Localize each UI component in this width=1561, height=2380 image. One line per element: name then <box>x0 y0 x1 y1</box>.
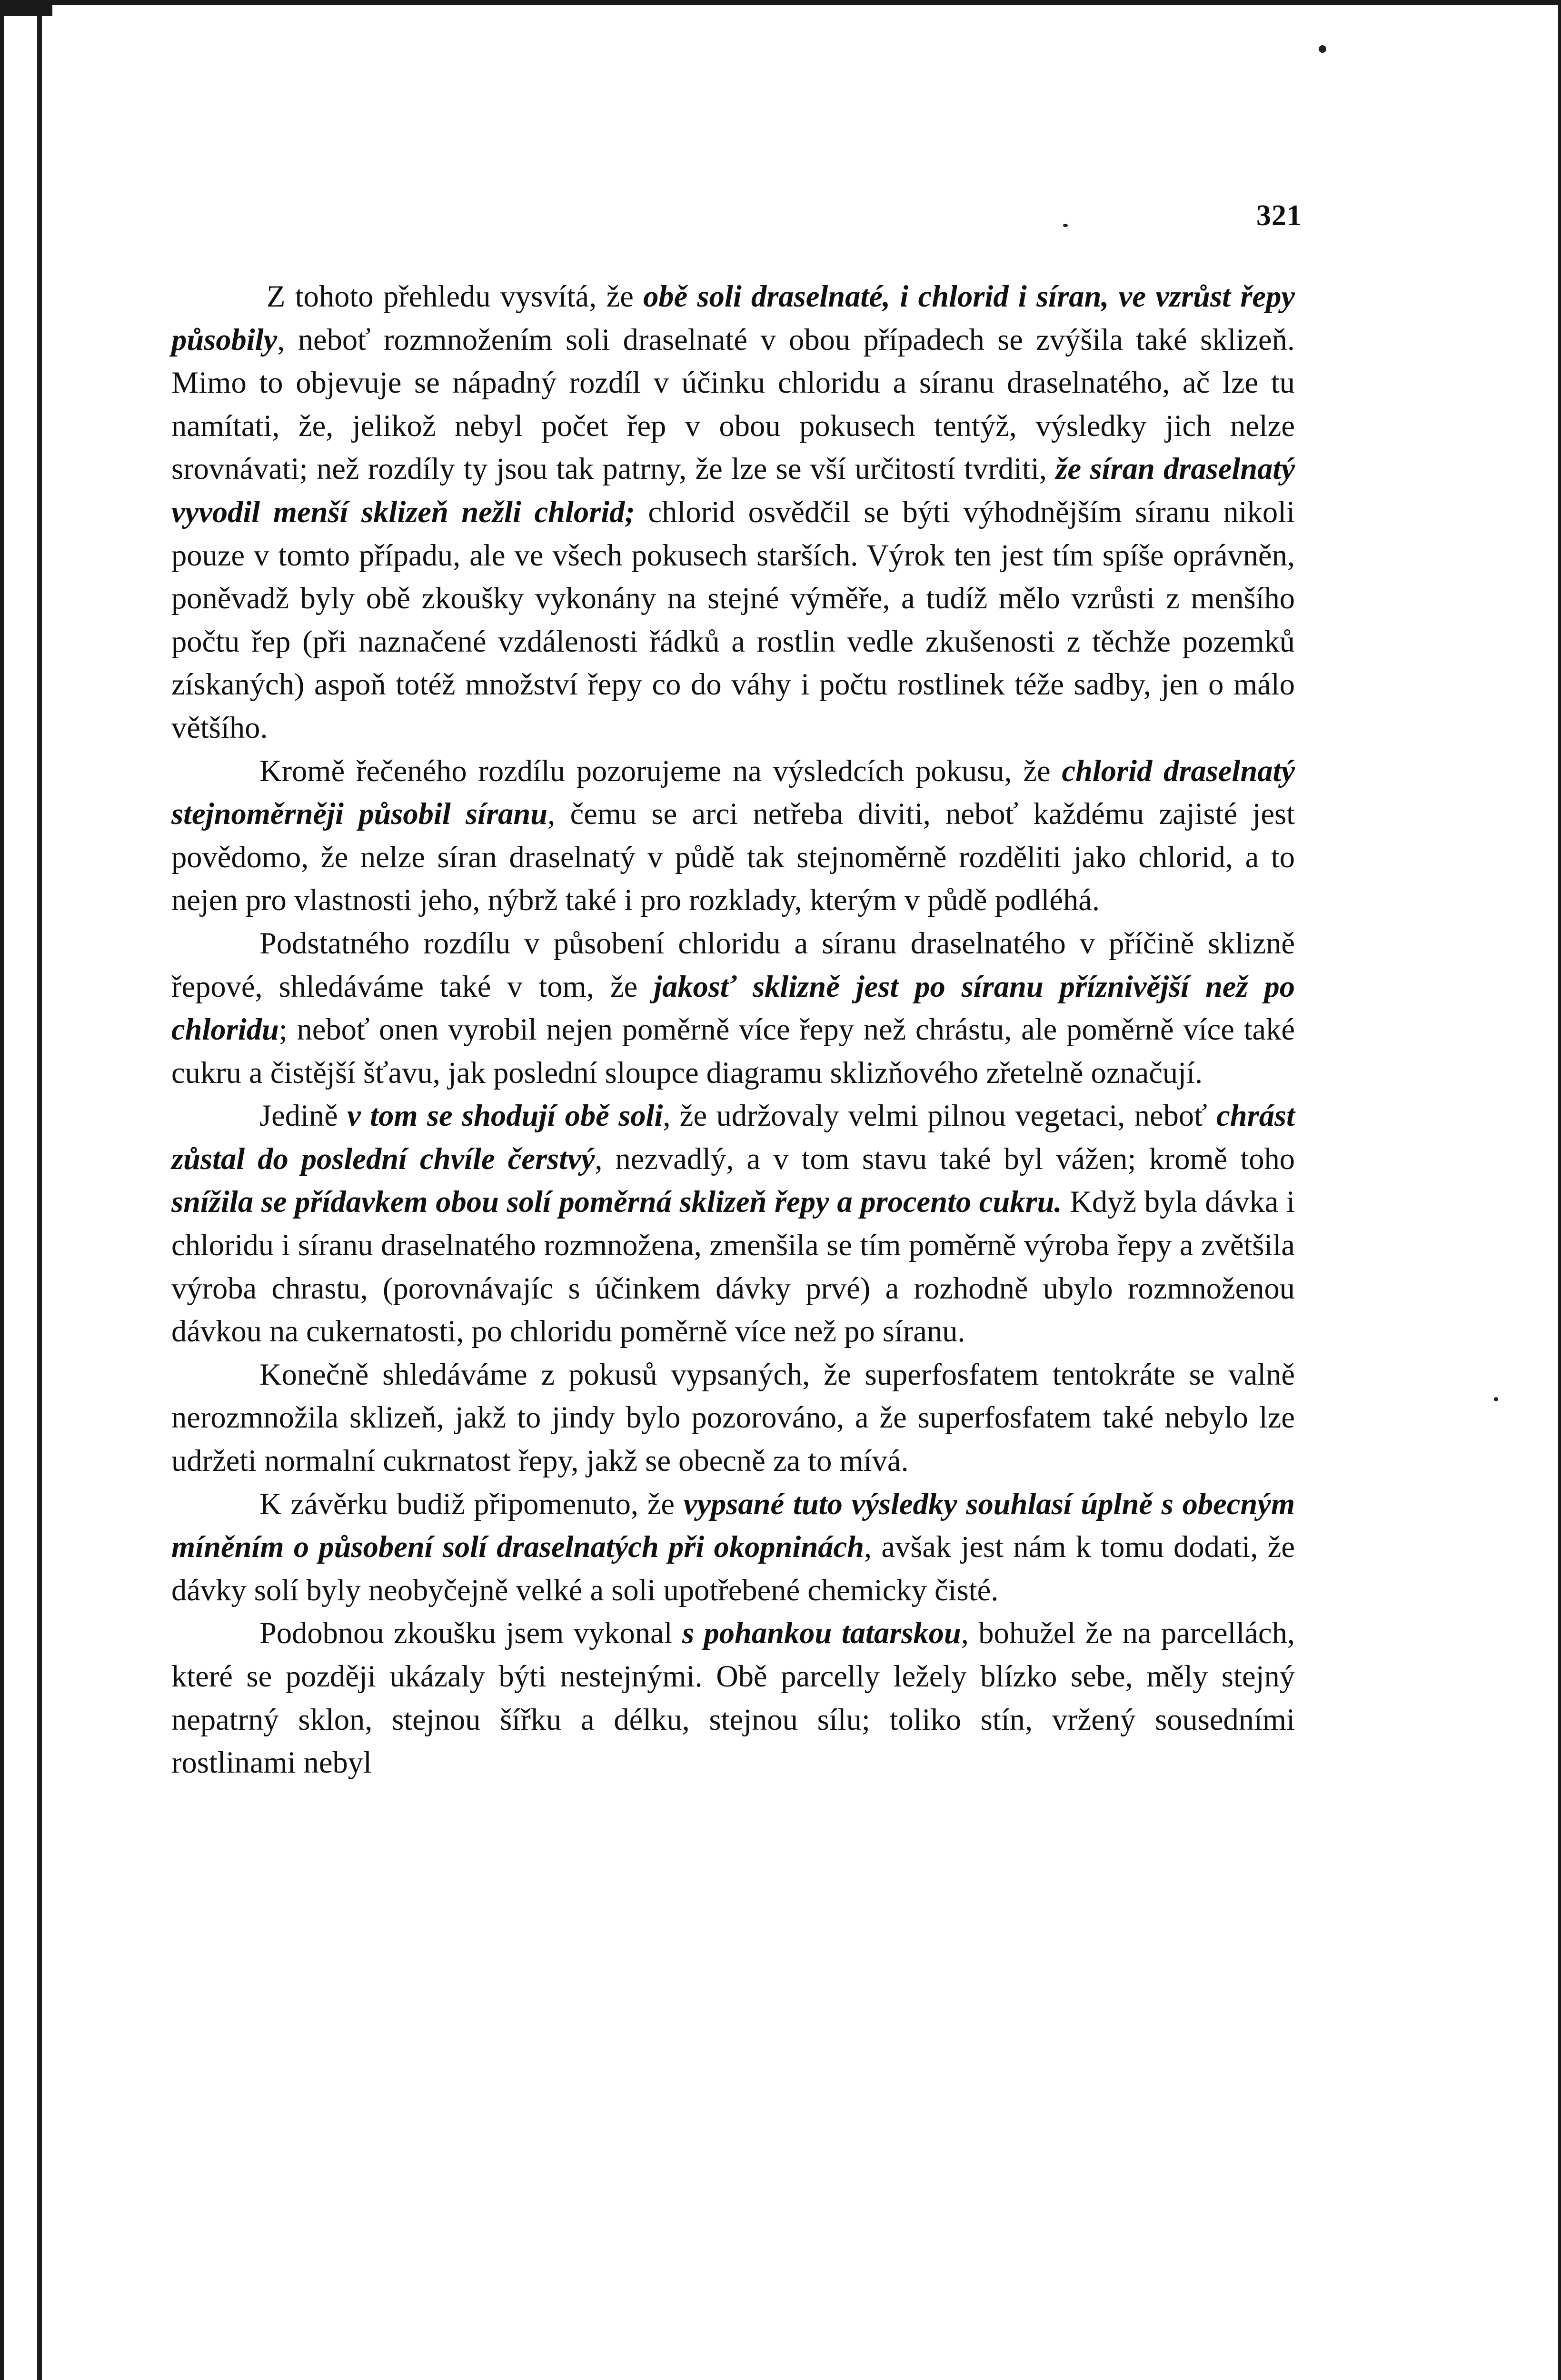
text-run: , neboť rozmnožením soli draselnaté v obou případech se zvýšila také sklizeň. Mimo to objevuje se nápadný rozdíl v účinku chloridu a síranu draselnatého, ač lze tu namítati, že, jelikož nebyl počet řep v obou pokusech tentýž, výsledky jich nelze srovnávati; než rozdíly ty jsou tak patrny, že lze se vší určitostí tvrditi, <box>171 322 1295 486</box>
scan-border-top <box>0 0 1561 5</box>
emphasized-text: jakosť sklizně jest po síranu příznivější než po chloridu <box>171 969 1295 1047</box>
text-run: Kromě řečeného rozdílu pozorujeme na výsledcích pokusu, že <box>259 754 1062 788</box>
scan-border-right <box>1558 0 1561 2380</box>
paragraph <box>171 1612 1295 1784</box>
scan-border-left-inner <box>37 14 42 2380</box>
text-run: , nezvadlý, a v tom stavu také byl vážen; kromě toho <box>595 1141 1295 1176</box>
emphasized-text: chrást zůstal do poslední chvíle čerstvý <box>171 1099 1295 1176</box>
paragraph <box>171 922 1295 1094</box>
text-run: , že udržovaly velmi pilnou vegetaci, neboť <box>663 1099 1217 1133</box>
emphasized-text: chlorid draselnatý stejnoměrněji působil síranu <box>171 754 1295 831</box>
paragraph <box>171 750 1295 922</box>
scan-speck <box>1319 45 1326 53</box>
paragraph <box>171 1353 1295 1483</box>
text-run: K závěrku budiž připomenuto, že <box>259 1487 684 1521</box>
text-run: , avšak jest nám k tomu dodati, že dávky solí byly neobyčejně velké a soli upotřebené chemicky čisté. <box>171 1530 1295 1607</box>
paragraph <box>171 1483 1295 1612</box>
paragraph <box>171 275 1295 750</box>
emphasized-text: vypsané tuto výsledky souhlasí úplně s obecným míněním o působení solí draselnatých při okopninách <box>171 1487 1295 1564</box>
text-run: chlorid osvědčil se býti výhodnějším síranu nikoli pouze v tomto případu, ale ve všech pokusech starších. Výrok ten jest tím spíše oprávněn, poněvadž byly obě zkoušky vykonány na stejné výměře, a tudíž mělo vzrůsti z menšího počtu řep (při naznačené vzdálenosti řádků a rostlin vedle zkušenosti z těchže pozemků získaných) aspoň totéž množství řepy co do váhy i počtu rostlinek téže sadby, jen o málo většího. <box>171 495 1295 744</box>
emphasized-text: s pohankou tatarskou <box>682 1616 961 1650</box>
text-run: Podstatného rozdílu v působení chloridu a síranu draselnatého v příčině sklizně řepové, shledáváme také v tom, že <box>171 926 1295 1003</box>
text-run: , bohužel že na parcellách, které se později ukázaly býti nestejnými. Obě parcelly ležely blízko sebe, měly stejný nepatrný sklon, stejnou šířku a délku, stejnou sílu; toliko stín, vržený sousedními rostlinami nebyl <box>171 1616 1295 1780</box>
scan-corner <box>0 0 52 16</box>
scan-speck <box>1494 1397 1498 1401</box>
text-run: Z tohoto přehledu vysvítá, že <box>267 279 644 313</box>
emphasized-text: v tom se shodují obě soli <box>347 1099 663 1133</box>
paragraph <box>171 1094 1295 1353</box>
scan-speck <box>1063 224 1068 227</box>
page-number: 321 <box>1256 199 1302 232</box>
emphasized-text: obě soli draselnaté, i chlorid i síran, ve vzrůst řepy působily <box>171 279 1295 357</box>
body-text <box>171 275 1295 1785</box>
text-run: , čemu se arci netřeba diviti, neboť každému zajisté jest povědomo, že nelze síran draselnatý v půdě tak stejnoměrně rozděliti jako chlorid, a to nejen pro vlastnosti jeho, nýbrž také i pro rozklady, kterým v půdě podléhá. <box>171 797 1295 917</box>
scan-border-left <box>0 0 4 2380</box>
emphasized-text: že síran draselnatý vyvodil menší sklizeň nežli chlorid; <box>171 452 1295 529</box>
text-run: Když byla dávka i chloridu i síranu draselnatého rozmnožena, zmenšila se tím poměrně výroba řepy a zvětšila výroba chrastu, (porovnávajíc s účinkem dávky prvé) a rozhodně ubylo rozmnoženou dávkou na cukernatosti, po chloridu poměrně více než po síranu. <box>171 1185 1295 1349</box>
text-run: ; neboť onen vyrobil nejen poměrně více řepy než chrástu, ale poměrně více také cukru a čistější šťavu, jak poslední sloupce diagramu sklizňového zřetelně označují. <box>171 1012 1295 1090</box>
text-run: Podobnou zkoušku jsem vykonal <box>259 1616 682 1650</box>
emphasized-text: snížila se přídavkem obou solí poměrná sklizeň řepy a procento cukru. <box>171 1185 1062 1219</box>
text-run: Konečně shledáváme z pokusů vypsaných, že superfosfatem tentokráte se valně nerozmnožila sklizeň, jakž to jindy bylo pozorováno, a že superfosfatem také nebylo lze udržeti normalní cukrnatost řepy, jakž se obecně za to mívá. <box>171 1357 1295 1478</box>
text-run: Jedině <box>259 1099 348 1133</box>
